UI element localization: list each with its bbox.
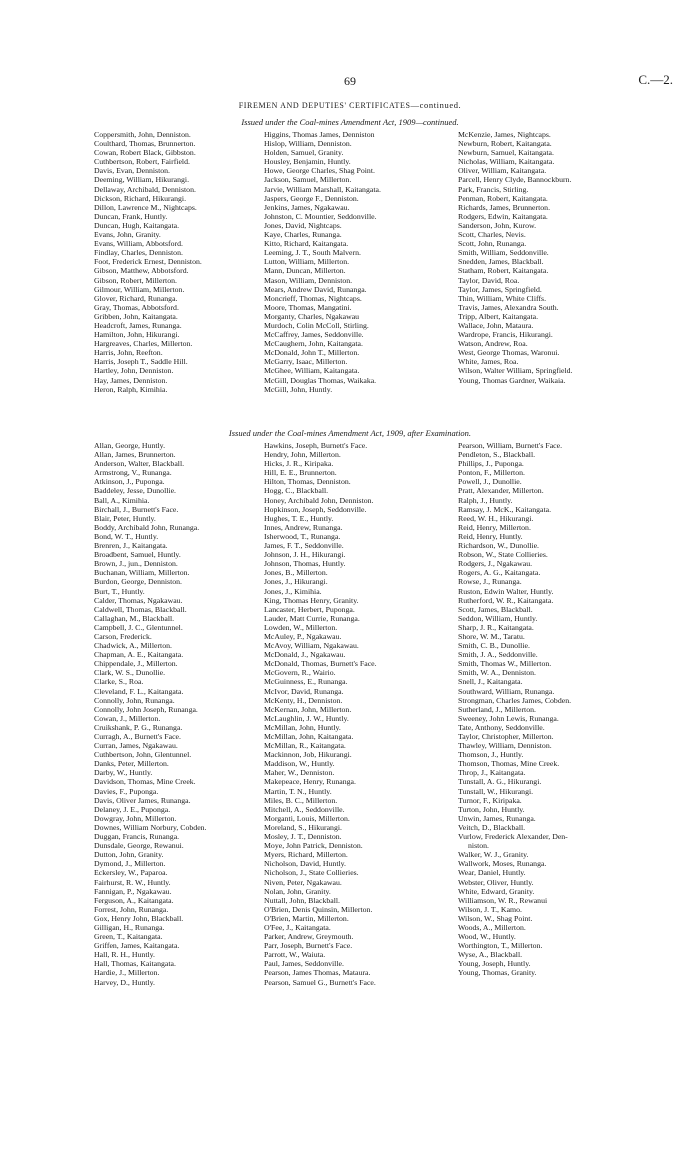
- list-item: Hamilton, John, Hikurangi.: [94, 330, 180, 340]
- list-item: Coulthard, Thomas, Brunnerton.: [94, 139, 196, 149]
- list-item: Dunsdale, George, Rewanui.: [94, 841, 184, 851]
- list-item: Chippendale, J., Millerton.: [94, 659, 178, 669]
- list-item: Hall, Thomas, Kaitangata.: [94, 959, 176, 969]
- list-item: Clark, W. S., Dunollie.: [94, 668, 166, 678]
- list-item: Downes, William Norbury, Cobden.: [94, 822, 207, 832]
- list-item: Deeming, William, Hikurangi.: [94, 175, 190, 185]
- list-item: McCaffrey, James, Seddonville.: [264, 330, 364, 340]
- list-item: Callaghan, M., Blackball.: [94, 613, 175, 623]
- list-item: McLaughlin, J. W., Huntly.: [264, 713, 349, 723]
- list-item: Snell, J., Kaitangata.: [458, 677, 523, 687]
- list-item: Makepeace, Henry, Runanga.: [264, 777, 356, 787]
- list-item: Oliver, William, Kaitangata.: [458, 166, 547, 176]
- list-item: Hendry, John, Millerton.: [264, 450, 341, 460]
- list-item: Taylor, David, Roa.: [458, 275, 520, 285]
- list-item: Nicholson, David, Huntly.: [264, 859, 347, 869]
- list-item: Gibson, Matthew, Abbotsford.: [94, 266, 189, 276]
- list-item: McGarry, Isaac, Millerton.: [264, 357, 348, 367]
- list-item: Pearson, Samuel G., Burnett's Face.: [264, 977, 376, 987]
- list-item: McDonald, J., Ngakawau.: [264, 650, 346, 660]
- list-item: Thomson, Thomas, Mine Creek.: [458, 759, 560, 769]
- list-item: Innes, Andrew, Runanga.: [264, 522, 343, 532]
- section2-list: [0, 441, 700, 1131]
- list-item: McGill, Douglas Thomas, Waikaka.: [264, 375, 377, 385]
- section2-column-3: [458, 441, 571, 978]
- list-item: Heron, Ralph, Kimihia.: [94, 384, 168, 394]
- list-item: Brown, J., jun., Denniston.: [94, 559, 178, 569]
- list-item: Johnson, J. H., Hikurangi.: [264, 550, 346, 560]
- list-item: Unwin, James, Runanga.: [458, 813, 536, 823]
- list-item: Wallwork, Moses, Runanga.: [458, 859, 547, 869]
- list-item: Wyse, A., Blackball.: [458, 950, 523, 960]
- list-item: Forrest, John, Runanga.: [94, 904, 169, 914]
- list-item: Evans, John, Granity.: [94, 230, 161, 240]
- list-item: Dickson, Richard, Hikurangi.: [94, 193, 187, 203]
- list-item: Curragh, A., Burnett's Face.: [94, 732, 181, 741]
- section1-column-1: [94, 130, 202, 394]
- list-item: Hay, James, Denniston.: [94, 375, 168, 385]
- list-item: Buchanan, William, Millerton.: [94, 568, 190, 578]
- list-item: Newburn, Samuel, Kaitangata.: [458, 148, 554, 158]
- list-item: Jones, David, Nightcaps.: [264, 220, 342, 230]
- list-item: Blair, Peter, Huntly.: [94, 513, 156, 523]
- list-item: Danks, Peter, Millerton.: [94, 759, 169, 769]
- list-item: Shore, W. M., Taratu.: [458, 631, 525, 641]
- list-item: O'Brien, Denis Quinsin, Millerton.: [264, 904, 373, 914]
- list-item: Gox, Henry John, Blackball.: [94, 913, 184, 923]
- list-item: Sutherland, J., Millerton.: [458, 704, 536, 714]
- document-title-main: FIREMEN AND DEPUTIES' CERTIFICATES: [238, 101, 411, 110]
- list-item: Clarke, S., Roa.: [94, 677, 144, 687]
- list-item: McGuinness, E., Runanga.: [264, 677, 348, 687]
- list-item: Johnston, C. Mountier, Seddonville.: [264, 211, 377, 221]
- list-item: McAvoy, William, Ngakawau.: [264, 641, 359, 651]
- list-item: Duncan, Hugh, Kaitangata.: [94, 220, 180, 230]
- list-item: Wilson, J. T., Kamo.: [458, 904, 522, 914]
- list-item: Duggan, Francis, Runanga.: [94, 832, 180, 842]
- list-item: Rodgers, Edwin, Kaitangata.: [458, 211, 548, 221]
- list-item: Hill, E. E., Brunnerton.: [264, 468, 337, 478]
- list-item: Anderson, Walter, Blackball.: [94, 459, 185, 469]
- section1-list: [0, 130, 700, 420]
- list-item: Phillips, J., Puponga.: [458, 459, 524, 469]
- list-item: Carson, Frederick.: [94, 631, 152, 641]
- list-item: O'Brien, Martin, Millerton.: [264, 913, 349, 923]
- list-item: McAuley, P., Ngakawau.: [264, 631, 342, 641]
- list-item: Nicholson, J., State Collieries.: [264, 868, 359, 878]
- list-item: Parcell, Henry Clyde, Bannockburn.: [458, 175, 572, 185]
- list-item: Eckersley, W., Paparoa.: [94, 868, 168, 878]
- list-item: Parrott, W., Waiuta.: [264, 950, 326, 960]
- page-number: 69: [344, 74, 356, 88]
- list-item: Wear, Daniel, Huntly.: [458, 868, 526, 878]
- list-item: McGovern, R., Wairio.: [264, 668, 336, 678]
- list-item: Veitch, D., Blackball.: [458, 822, 526, 832]
- list-item: McKenty, H., Denniston.: [264, 695, 343, 705]
- list-item: Isherwood, T., Runanga.: [264, 531, 341, 541]
- list-item: Boddy, Archibald John, Runanga.: [94, 522, 200, 532]
- list-item: Fairhurst, R. W., Huntly.: [94, 877, 171, 887]
- list-item: Jones, B., Millerton.: [264, 568, 328, 578]
- list-item: McMillan, John, Huntly.: [264, 722, 341, 732]
- list-item: Penman, Robert, Kaitangata.: [458, 193, 548, 203]
- list-item: Moreland, S., Hikurangi.: [264, 822, 342, 832]
- list-item: Pearson, James Thomas, Mataura.: [264, 968, 371, 978]
- list-item: Lauder, Matt Currie, Runanga.: [264, 613, 360, 623]
- list-item: Taylor, James, Springfield.: [458, 284, 542, 294]
- list-item: Chadwick, A., Millerton.: [94, 641, 172, 651]
- list-item: Jarvie, William Marshall, Kaitangata.: [264, 184, 381, 194]
- list-item: Lutton, William, Millerton.: [264, 257, 350, 267]
- list-item: Tripp, Albert, Kaitangata.: [458, 311, 539, 321]
- list-item: Maddison, W., Huntly.: [264, 759, 335, 769]
- list-item: Reed, W. H., Hikurangi.: [458, 513, 534, 523]
- list-item: Fannigan, P., Ngakawau.: [94, 886, 172, 896]
- list-item: Jackson, Samuel, Millerton.: [264, 175, 352, 185]
- list-item: Ball, A., Kimihia.: [94, 495, 150, 505]
- list-item: Moore, Thomas, Mangatini.: [264, 302, 352, 312]
- list-item: Mason, William, Denniston.: [264, 275, 353, 285]
- list-item: Dillon, Lawrence M., Nightcaps.: [94, 202, 197, 212]
- list-item: Curran, James, Ngakawau.: [94, 741, 178, 751]
- list-item: McDonald, John T., Millerton.: [264, 348, 360, 358]
- section1-column-2: [264, 130, 381, 394]
- list-item: Ponton, F., Millerton.: [458, 468, 525, 478]
- list-item: Hall, R. H., Huntly.: [94, 950, 156, 960]
- list-item: Glover, Richard, Runanga.: [94, 293, 178, 303]
- list-item: Southward, William, Runanga.: [458, 686, 555, 696]
- section2-column-2: [264, 441, 377, 987]
- list-item: McGill, John, Huntly.: [264, 384, 333, 394]
- list-item: Smith, William, Seddonville.: [458, 248, 549, 258]
- list-item: Ramsay, J. McK., Kaitangata.: [458, 504, 552, 514]
- list-item: Cuthbertson, Robert, Fairfield.: [94, 157, 190, 167]
- list-item: Allan, George, Huntly.: [94, 441, 166, 450]
- list-item: Scott, Charles, Nevis.: [458, 230, 526, 240]
- list-item: Young, Thomas, Granity.: [458, 968, 537, 978]
- section1-heading: Issued under the Coal-mines Amendment Act, 1909—continued.: [241, 117, 459, 127]
- list-item: Hartley, John, Denniston.: [94, 366, 174, 376]
- list-item: Powell, J., Dunollie.: [458, 477, 522, 487]
- list-item: Hughes, T. E., Huntly.: [264, 513, 334, 523]
- list-item: Hardie, J., Millerton.: [94, 968, 160, 978]
- list-item: Parker, Andrew, Greymouth.: [264, 932, 354, 942]
- list-item: Travis, James, Alexandra South.: [458, 302, 559, 312]
- list-item: Mann, Duncan, Millerton.: [264, 266, 346, 276]
- list-item: Bond, W. T., Huntly.: [94, 531, 159, 541]
- list-item: Honey, Archibald John, Denniston.: [264, 495, 374, 505]
- list-item: Connolly, John, Runanga.: [94, 695, 175, 705]
- list-item: Davidson, Thomas, Mine Creek.: [94, 777, 196, 787]
- list-item: Watson, Andrew, Roa.: [458, 339, 528, 349]
- list-item: Howe, George Charles, Shag Point.: [264, 166, 375, 176]
- list-item: Housley, Benjamin, Huntly.: [264, 157, 351, 167]
- list-item: Snedden, James, Blackball.: [458, 257, 544, 267]
- list-item: Hicks, J. R., Kiripaka.: [264, 459, 334, 469]
- section2-column-1: [94, 441, 207, 987]
- list-item: Williamson, W. R., Rewanui: [458, 895, 548, 905]
- list-item: Dellaway, Archibald, Denniston.: [94, 184, 196, 194]
- list-item: Jones, J., Kimihia.: [264, 586, 322, 596]
- list-item: Higgins, Thomas James, Denniston: [264, 130, 375, 139]
- list-item: Park, Francis, Stirling.: [458, 184, 529, 194]
- list-item: Throp, J., Kaitangata.: [458, 768, 526, 778]
- list-item: Hopkinson, Joseph, Seddonville.: [264, 504, 367, 514]
- list-item: Harvey, D., Huntly.: [94, 977, 155, 987]
- list-item: O'Fee, J., Kaitangata.: [264, 922, 331, 932]
- list-item: Armstrong, V., Runanga.: [94, 468, 172, 478]
- list-item: Birchall, J., Burnett's Face.: [94, 504, 179, 514]
- list-item: Rowse, J., Runanga.: [458, 577, 522, 587]
- list-item: Nicholas, William, Kaitangata.: [458, 157, 555, 167]
- list-item: Mackinnon, Job, Hikurangi.: [264, 750, 352, 760]
- page-code: C.—2.: [638, 72, 673, 87]
- list-item: Wardrope, Francis, Hikurangi.: [458, 330, 553, 340]
- list-item: Vurlow, Frederick Alexander, Den-: [458, 832, 568, 842]
- list-item: Gilmour, William, Millerton.: [94, 284, 185, 294]
- list-item: Leeming, J. T., South Malvern.: [264, 248, 361, 258]
- list-item: Harris, John, Reefton.: [94, 348, 163, 358]
- list-item: Morganty, Charles, Ngakawau: [264, 311, 360, 321]
- list-item: Nuttall, John, Blackball.: [264, 895, 341, 905]
- list-item: Duncan, Frank, Huntly.: [94, 211, 168, 221]
- list-item: Harris, Joseph T., Saddle Hill.: [94, 357, 188, 367]
- list-item: Reid, Henry, Huntly.: [458, 531, 523, 541]
- list-item: Findlay, Charles, Denniston.: [94, 248, 183, 258]
- list-item: Ralph, J., Huntly.: [458, 495, 513, 505]
- list-item: Ruston, Edwin Walter, Huntly.: [458, 586, 554, 596]
- list-item: McGhee, William, Kaitangata.: [264, 366, 360, 376]
- list-item: Maher, W., Denniston.: [264, 768, 335, 778]
- list-item: Cowan, J., Millerton.: [94, 713, 161, 723]
- list-item: Gribben, John, Kaitangata.: [94, 311, 178, 321]
- list-item: Pratt, Alexander, Millerton.: [458, 486, 544, 496]
- list-item: Foot, Frederick Ernest, Denniston.: [94, 257, 202, 267]
- list-item: Davies, F., Puponga.: [94, 786, 159, 796]
- list-item: McKernan, John, Millerton.: [264, 704, 352, 714]
- list-item: Gray, Thomas, Abbotsford.: [94, 302, 179, 312]
- list-item: McMillan, John, Kaitangata.: [264, 732, 354, 741]
- list-item: Turton, John, Huntly.: [458, 804, 525, 814]
- list-item: Headcroft, James, Runanga.: [94, 320, 182, 330]
- list-item: Wilson, W., Shag Point.: [458, 913, 533, 923]
- list-item: Kaye, Charles, Runanga.: [264, 230, 342, 240]
- list-item: niston.: [468, 841, 490, 851]
- list-item: Strongman, Charles James, Cobden.: [458, 695, 572, 705]
- list-item: Delaney, J. E., Puponga.: [94, 804, 171, 814]
- list-item: Jenkins, James, Ngakawau.: [264, 202, 350, 212]
- list-item: Baddeley, Jesse, Dunollie.: [94, 486, 176, 496]
- list-item: Richards, James, Brunnerton.: [458, 202, 551, 212]
- document-title: [0, 100, 700, 110]
- list-item: Young, Thomas Gardner, Waikaia.: [458, 375, 566, 385]
- list-item: Darby, W., Huntly.: [94, 768, 153, 778]
- list-item: Evans, William, Abbotsford.: [94, 239, 183, 249]
- list-item: Nolan, John, Granity.: [264, 886, 331, 896]
- list-item: Cowan, Robert Black, Gibbston.: [94, 148, 196, 158]
- list-item: Wilson, Walter William, Springfield.: [458, 366, 573, 376]
- list-item: Niven, Peter, Ngakawau.: [264, 877, 342, 887]
- list-item: Allan, James, Brunnerton.: [94, 450, 176, 460]
- list-item: Sharp, J. R., Kaitangata.: [458, 622, 534, 632]
- list-item: Dutton, John, Granity.: [94, 850, 164, 860]
- list-item: Thawley, William, Denniston.: [458, 741, 552, 751]
- list-item: Kitto, Richard, Kaitangata.: [264, 239, 349, 249]
- list-item: Hislop, William, Denniston.: [264, 139, 352, 149]
- list-item: Walker, W. J., Granity.: [458, 850, 529, 860]
- list-item: Rodgers, J., Ngakawau.: [458, 559, 533, 569]
- list-item: Cuthbertson, John, Glentunnel.: [94, 750, 192, 760]
- list-item: Caldwell, Thomas, Blackball.: [94, 604, 187, 614]
- list-item: Wood, W., Huntly.: [458, 932, 516, 942]
- list-item: McMillan, R., Kaitangata.: [264, 741, 346, 751]
- list-item: Ferguson, A., Kaitangata.: [94, 895, 174, 905]
- list-item: Scott, John, Runanga.: [458, 239, 527, 249]
- list-item: McIvor, David, Runanga.: [264, 686, 344, 696]
- list-item: Parr, Joseph, Burnett's Face.: [264, 941, 353, 951]
- list-item: White, James, Roa.: [458, 357, 519, 367]
- list-item: Burdon, George, Denniston.: [94, 577, 182, 587]
- list-item: Moncrieff, Thomas, Nightcaps.: [264, 293, 362, 303]
- list-item: White, Edward, Granity.: [458, 886, 535, 896]
- list-item: Jones, J., Hikurangi.: [264, 577, 328, 587]
- list-item: Robson, W., State Collieries.: [458, 550, 548, 560]
- list-item: Lowden, W., Millerton.: [264, 622, 338, 632]
- list-item: Turnor, F., Kiripaka.: [458, 795, 522, 805]
- list-item: Newburn, Robert, Kaitangata.: [458, 139, 552, 149]
- list-item: Connolly, John Joseph, Runanga.: [94, 704, 198, 714]
- section1-column-3: [458, 130, 573, 385]
- list-item: Myers, Richard, Millerton.: [264, 850, 348, 860]
- list-item: Cleveland, F. L., Kaitangata.: [94, 686, 184, 696]
- list-item: West, George Thomas, Waronui.: [458, 348, 560, 358]
- list-item: Green, T., Kaitangata.: [94, 932, 163, 942]
- list-item: Chapman, A. E., Kaitangata.: [94, 650, 184, 660]
- list-item: Reid, Henry, Millerton.: [458, 522, 531, 532]
- document-title-suffix: —continued.: [410, 100, 462, 110]
- list-item: Mosley, J. T., Denniston.: [264, 832, 342, 842]
- list-item: McCaughern, John, Kaitangata.: [264, 339, 363, 349]
- list-item: Griffen, James, Kaitangata.: [94, 941, 180, 951]
- list-item: Wallace, John, Mataura.: [458, 320, 534, 330]
- list-item: Johnson, Thomas, Huntly.: [264, 559, 346, 569]
- list-item: Young, Joseph, Huntly.: [458, 959, 531, 969]
- list-item: Taylor, Christopher, Millerton.: [458, 732, 554, 741]
- list-item: Hawkins, Joseph, Burnett's Face.: [264, 441, 368, 450]
- list-item: McKenzie, James, Nightcaps.: [458, 130, 551, 139]
- list-item: Martin, T. N., Huntly.: [264, 786, 332, 796]
- list-item: Cruikshank, P. G., Runanga.: [94, 722, 183, 732]
- list-item: Tate, Anthony, Seddonville.: [458, 722, 545, 732]
- list-item: Thin, William, White Cliffs.: [458, 293, 547, 303]
- list-item: Sanderson, John, Kurow.: [458, 220, 537, 230]
- list-item: Smith, J. A., Seddonville.: [458, 650, 538, 660]
- list-item: Smith, W. A., Denniston.: [458, 668, 536, 678]
- list-item: Dymond, J., Millerton.: [94, 859, 166, 869]
- list-item: Rogers, A. G., Kaitangata.: [458, 568, 541, 578]
- list-item: Tunstall, W., Hikurangi.: [458, 786, 534, 796]
- list-item: Seddon, William, Huntly.: [458, 613, 538, 623]
- list-item: Statham, Robert, Kaitangata.: [458, 266, 549, 276]
- list-item: Holden, Samuel, Granity.: [264, 148, 344, 158]
- list-item: Scott, James, Blackball.: [458, 604, 533, 614]
- list-item: McDonald, Thomas, Burnett's Face.: [264, 659, 377, 669]
- list-item: Atkinson, J., Puponga.: [94, 477, 165, 487]
- list-item: Webster, Oliver, Huntly.: [458, 877, 534, 887]
- list-item: Dowgray, John, Millerton.: [94, 813, 177, 823]
- list-item: Rutherford, W. R., Kaitangata.: [458, 595, 554, 605]
- list-item: Gibson, Robert, Millerton.: [94, 275, 177, 285]
- list-item: Broadbent, Samuel, Huntly.: [94, 550, 181, 560]
- list-item: Davis, Evan, Denniston.: [94, 166, 171, 176]
- list-item: Coppersmith, John, Denniston.: [94, 130, 191, 139]
- list-item: Hargreaves, Charles, Millerton.: [94, 339, 193, 349]
- list-item: Gilligan, H., Runanga.: [94, 922, 165, 932]
- list-item: Campbell, J. C., Glentunnel.: [94, 622, 183, 632]
- list-item: Richardson, W., Dunollie.: [458, 541, 539, 551]
- list-item: Worthington, T., Millerton.: [458, 941, 543, 951]
- section2-heading: Issued under the Coal-mines Amendment Act, 1909, after Examination.: [228, 428, 472, 438]
- list-item: Smith, Thomas W., Millerton.: [458, 659, 552, 669]
- list-item: Miles, B. C., Millerton.: [264, 795, 338, 805]
- list-item: Lancaster, Herbert, Puponga.: [264, 604, 355, 614]
- list-item: Morganti, Louis, Millerton.: [264, 813, 350, 823]
- list-item: Moye, John Patrick, Denniston.: [264, 841, 363, 851]
- list-item: Hilton, Thomas, Denniston.: [264, 477, 351, 487]
- list-item: Sweeney, John Lewis, Runanga.: [458, 713, 559, 723]
- list-item: Brenren, J., Kaitangata.: [94, 541, 168, 551]
- list-item: Burt, T., Huntly.: [94, 586, 145, 596]
- list-item: James, F. T., Seddonville.: [264, 541, 344, 551]
- list-item: Mears, Andrew David, Runanga.: [264, 284, 367, 294]
- list-item: Mitchell, A., Seddonville.: [264, 804, 345, 814]
- list-item: King, Thomas Henry, Granity.: [264, 595, 359, 605]
- list-item: Pearson, William, Burnett's Face.: [458, 441, 563, 450]
- list-item: Calder, Thomas, Ngakawau.: [94, 595, 183, 605]
- list-item: Pendleton, S., Blackball.: [458, 450, 536, 460]
- list-item: Hogg, C., Blackball.: [264, 486, 329, 496]
- list-item: Tunstall, A. G., Hikurangi.: [458, 777, 542, 787]
- list-item: Thomson, J., Huntly.: [458, 750, 524, 760]
- list-item: Paul, James, Seddonville.: [264, 959, 344, 969]
- list-item: Woods, A., Millerton.: [458, 922, 526, 932]
- list-item: Davis, Oliver James, Runanga.: [94, 795, 191, 805]
- list-item: Jaspers, George F., Denniston.: [264, 193, 359, 203]
- list-item: Smith, C. B., Dunollie.: [458, 641, 530, 651]
- list-item: Murdoch, Colin McColl, Stirling.: [264, 320, 369, 330]
